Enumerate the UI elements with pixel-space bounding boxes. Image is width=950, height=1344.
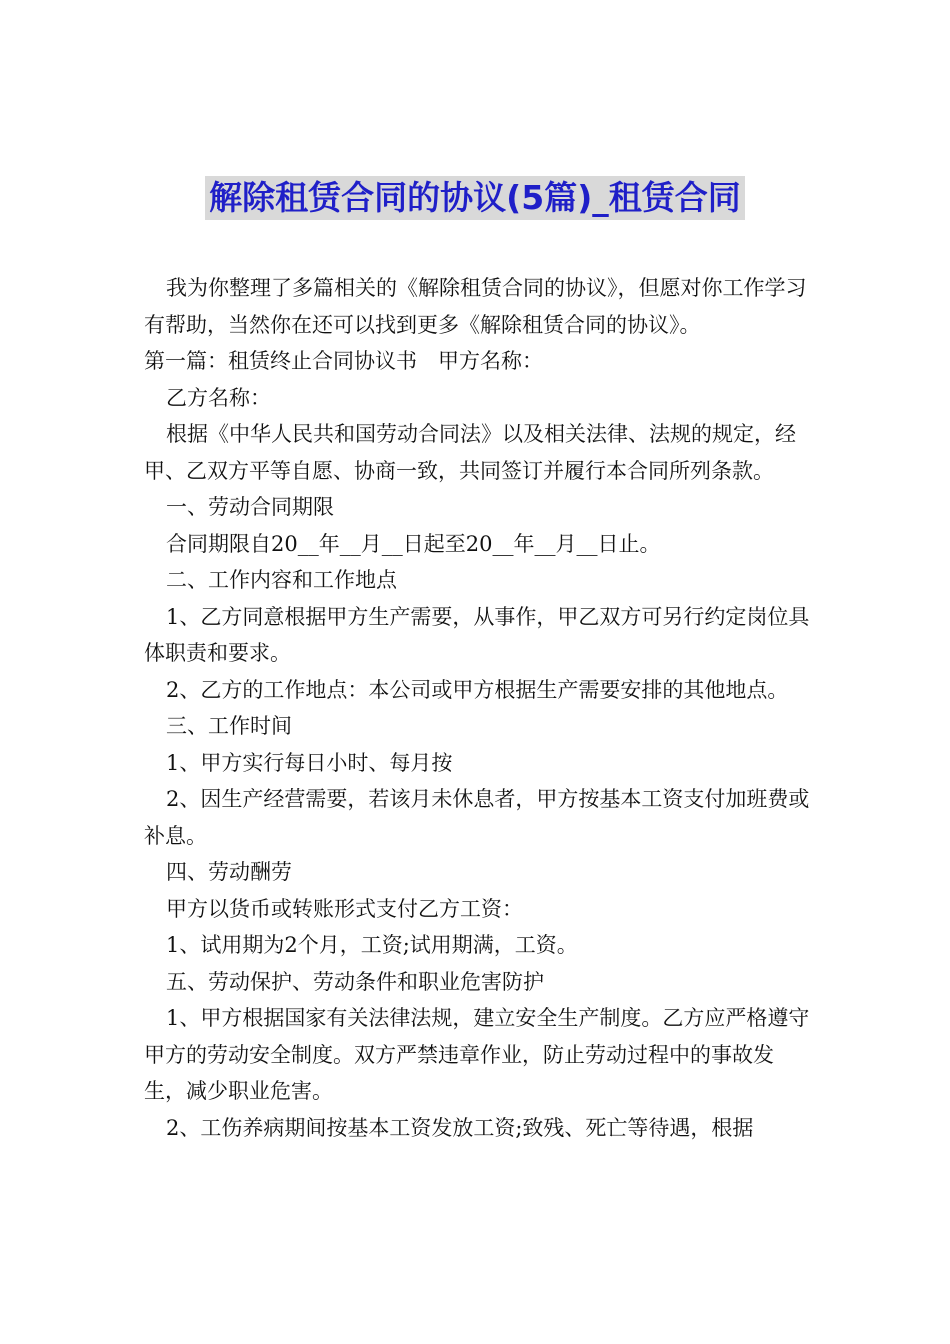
paragraph: 四、劳动酬劳: [166, 860, 292, 884]
paragraph: 甲方以货币或转账形式支付乙方工资：: [166, 896, 523, 921]
document-body: [144, 270, 814, 1146]
paragraph: 1、试用期为2个月，工资;试用期满，工资。: [166, 933, 578, 957]
paragraph: 1、甲方根据国家有关法律法规，建立安全生产制度。乙方应严格遵守甲方的劳动安全制度。双方严禁违章作业，防止劳动过程中的事故发生，减少职业危害。: [144, 1006, 810, 1103]
paragraph: 合同期限自20__年__月__日起至20__年__月__日止。: [166, 531, 661, 556]
title-container: [0, 176, 950, 220]
paragraph: 2、乙方的工作地点：本公司或甲方根据生产需要安排的其他地点。: [166, 677, 789, 702]
paragraph: 1、乙方同意根据甲方生产需要，从事作，甲乙双方可另行约定岗位具体职责和要求。: [144, 604, 810, 665]
document-title: 解除租赁合同的协议(5篇)_租赁合同: [205, 176, 745, 220]
paragraph: 二、工作内容和工作地点: [166, 568, 397, 592]
paragraph: 2、工伤养病期间按基本工资发放工资;致残、死亡等待遇，根据: [166, 1115, 754, 1140]
paragraph: 乙方名称：: [166, 385, 271, 410]
paragraph: 一、劳动合同期限: [166, 495, 334, 519]
paragraph: 第一篇：租赁终止合同协议书 甲方名称：: [144, 349, 543, 373]
paragraph: 2、因生产经营需要，若该月未休息者，甲方按基本工资支付加班费或补息。: [144, 787, 810, 848]
paragraph: 五、劳动保护、劳动条件和职业危害防护: [166, 969, 544, 994]
paragraph: 三、工作时间: [166, 714, 292, 738]
paragraph: 根据《中华人民共和国劳动合同法》以及相关法律、法规的规定，经甲、乙双方平等自愿、协商一致，共同签订并履行本合同所列条款。: [144, 422, 796, 483]
paragraph: 1、甲方实行每日小时、每月按: [166, 750, 453, 775]
paragraph: 我为你整理了多篇相关的《解除租赁合同的协议》，但愿对你工作学习有帮助，当然你在还可以找到更多《解除租赁合同的协议》。: [144, 276, 807, 337]
